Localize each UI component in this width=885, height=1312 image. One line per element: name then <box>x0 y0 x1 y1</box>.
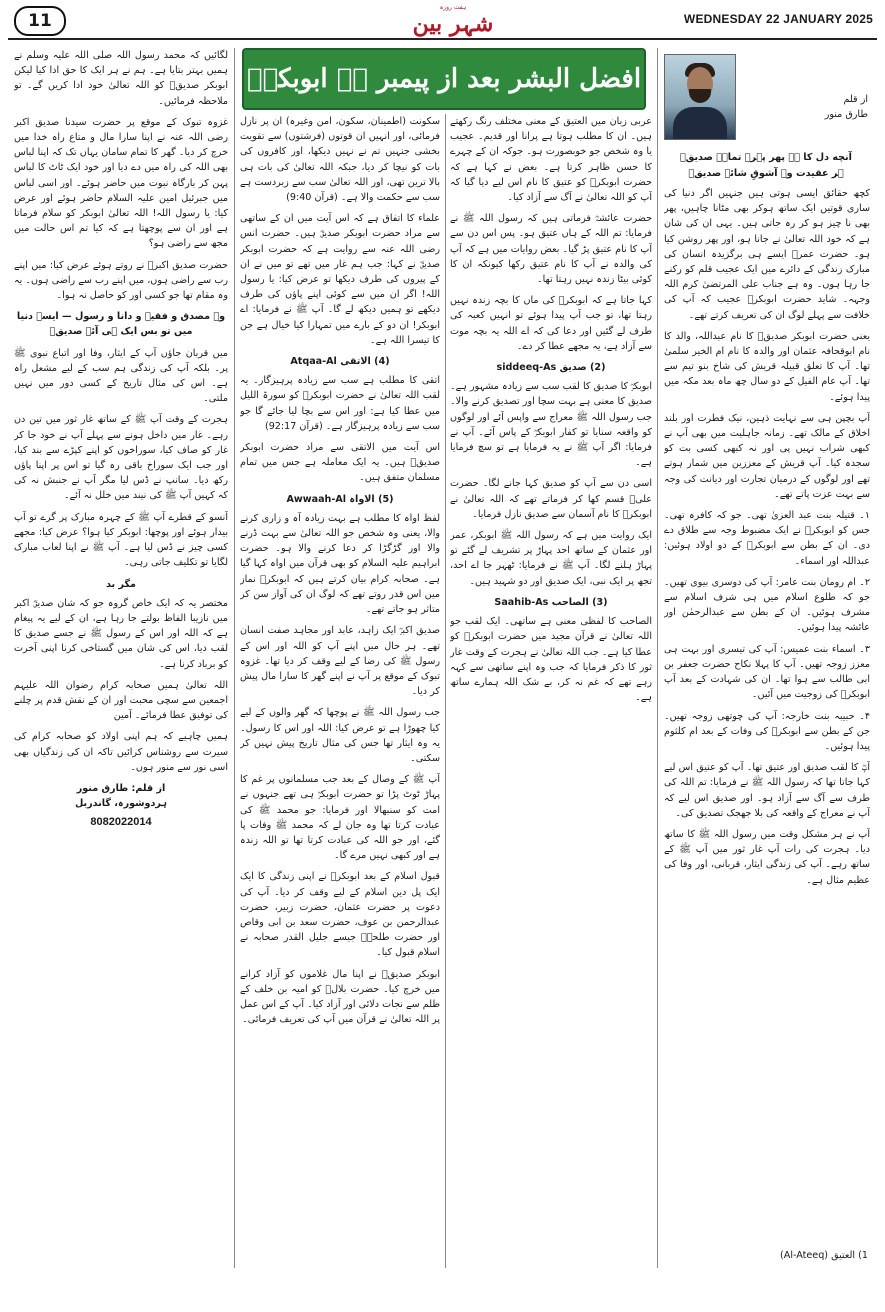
closing-place: ہردوشورہ، گاندربل <box>74 798 168 810</box>
paragraph: عربی زبان میں العتیق کے معنی مختلف رنگ رکھتے ہیں۔ ان کا مطلب ہوتا ہے پرانا اور قدیم۔ عجیب یا وہ شخص جو خوبصورت ہو۔ جوکہ ان کے چہرے کا حسن ظاہر کرتا ہے۔ بعض نے کہا ہے کہ حضرت ابوبکرؓ کو عتیق کا نام اس لیے دیا گیا کہ آپ کو اللہ تعالیٰ نے آگ سے آزاد کیا۔ <box>450 116 652 204</box>
issue-date: WEDNESDAY 22 JANUARY 2025 <box>683 12 873 26</box>
section-heading-saahib: (3) الصاحب Saahib-As <box>494 596 608 608</box>
section-heading-al-ateeq: 1) العتیق (Al-Ateeq) <box>780 1250 868 1261</box>
paragraph: قبول اسلام کے بعد ابوبکرؓ نے اپنی زندگی کا ایک ایک پل دین اسلام کے لیے وقف کر دیا۔ آپ کی دعوت پر حضرت عثمان، حضرت زبیر، حضرت عبدالرحمن بن عوف، حضرت سعد بن ابی وقاص اور حضرت طلحہؓ جیسے جلیل القدر صحابہ نے اسلام قبول کیا۔ <box>240 871 440 959</box>
paragraph: سکونت (اطمینان، سکون، امن وغیرہ) ان پر نازل فرمائی، اور انہیں ان قوتوں (فرشتوں) سے تقویت بخشی جنہیں تم نے نہیں دیکھا، اور کافروں کی بات کو نیچا کر دیا، جبکہ اللہ تعالیٰ کی بات ہی بالا ترین تھی، اور اللہ تعالیٰ سب سے زبردست ہے سب سے حکمت والا ہے۔ (قرآن 9:40) <box>240 116 440 204</box>
paragraph: حضرت صدیق اکبرؓ نے روتے ہوئے عرض کیا: میں اپنے رب سے راضی ہوں، میں اپنے رب سے راضی ہوں۔ یہ وہ مقام تھا جو کسی اور کو حاصل نہ ہوا۔ <box>14 259 228 302</box>
column-1 <box>664 186 870 1246</box>
paragraph: حضرت عائشہؓ فرماتی ہیں کہ رسول اللہ ﷺ نے فرمایا: تم اللہ کے ہاں عتیق ہو۔ پس اس دن سے آپ کا نام عتیق پڑ گیا۔ بعض روایات میں ہے کہ آپ کی والدہ نے آپ کا نام عتیق رکھا کیونکہ ان کا کوئی بیٹا زندہ نہیں رہتا تھا۔ <box>450 213 652 286</box>
paragraph: ۳۔ اسماء بنت عمیس: آپ کی تیسری اور بہت ہی معزز زوجہ تھیں۔ آپ کا پہلا نکاح حضرت جعفر بن ابی طالب سے ہوا تھا۔ ان کی شہادت کے بعد آپ ابوبکرؓ کی زوجیت میں آئیں۔ <box>664 643 870 701</box>
paragraph: صدیق اکبرؓ ایک زاہد، عابد اور مجاہد صفت انسان تھے۔ ہر حال میں اپنے آپ کو اللہ اور اس کے رسول ﷺ کی رضا کے لیے وقف کر دیا تھا۔ غزوہ تبوک کے موقع پر آپ نے اپنے گھر کا سارا مال پیش کر دیا۔ <box>240 625 440 698</box>
paragraph: ابوبکرؓ کا صدیق کا لقب سب سے زیادہ مشہور ہے۔ صدیق کا معنی ہے بہت سچا اور تصدیق کرنے والا۔ جب رسول اللہ ﷺ معراج سے واپس آئے اور لوگوں کو واقعہ سنایا تو کفار ابوبکرؓ کے پاس آئے۔ آپ نے فرمایا: اگر آپ ﷺ نے یہ فرمایا ہے تو سچ فرمایا ہے۔ <box>450 381 652 469</box>
paragraph: ہمیں چاہیے کہ ہم اپنی اولاد کو صحابہ کرام کی سیرت سے روشناس کرائیں تاکہ ان کی زندگیاں بھی اسی نور سے منور ہوں۔ <box>14 731 228 773</box>
paragraph: ایک روایت میں ہے کہ رسول اللہ ﷺ ابوبکر، عمر اور عثمان کے ساتھ احد پہاڑ پر تشریف لے گئے تو پہاڑ ہلنے لگا۔ آپ ﷺ نے فرمایا: ٹھہر جا اے احد، تجھ پر ایک نبی، ایک صدیق اور دو شہید ہیں۔ <box>450 530 652 587</box>
section-heading-atqaa: (4) الاتقی Atqaa-Al <box>290 356 390 368</box>
byline <box>738 92 868 122</box>
paragraph: آپ ﷺ کے وصال کے بعد جب مسلمانوں پر غم کا پہاڑ ٹوٹ پڑا تو حضرت ابوبکرؓ ہی تھے جنہوں نے امت کو سنبھالا اور فرمایا: جو محمد ﷺ کی عبادت کرتا تھا وہ جان لے کہ محمد ﷺ وفات پا گئے، اور جو اللہ کی عبادت کرتا تھا تو اللہ زندہ ہے اور کبھی نہیں مرے گا۔ <box>240 774 440 862</box>
column-divider <box>445 114 446 1268</box>
couplet-line-1: آنچه دل کا ہے پھر پہرہ تماہے صدیقؓ <box>680 152 852 163</box>
verse: وہ مصدق و فقیہ و دانا و رسول — ایسے دنیا میں تو بس ایک ہی آئے صدیقؓ <box>16 311 226 338</box>
closing-author: از قلم: طارق منور <box>76 782 166 794</box>
page-header <box>8 4 877 40</box>
paragraph: میں قربان جاؤں آپ کے ایثار، وفا اور اتباع نبوی ﷺ پر۔ بلکہ آپ کی زندگی ہم سب کے لیے مشعل راہ ہے۔ اس کی مثال تاریخ کے کسی دور میں نہیں ملتی۔ <box>14 347 228 405</box>
paragraph: لفظ اواہ کا مطلب ہے بہت زیادہ آہ و زاری کرنے والا، یعنی وہ شخص جو اللہ تعالیٰ سے بہت ڈرنے والا اور گڑگڑا کر دعا کرنے والا ہو۔ حضرت ابراہیم علیہ السلام کو بھی قرآن میں اواہ کہا گیا ہے۔ صحابہ کرام بیان کرتے ہیں کہ ابوبکرؓ نماز میں اس قدر روتے تھے کہ لوگ ان کی آواز سن کر متاثر ہو جاتے تھے۔ <box>240 512 440 616</box>
closing-phone: 8082022014 <box>90 816 152 829</box>
paragraph: مختصر یہ کہ ایک خاص گروہ جو کہ شان صدیقؓ اکبر میں نازیبا الفاظ بولتے جا رہا ہے، ان کے لیے یہ پیغام ہے کہ اللہ اور اس کے رسول ﷺ نے جسے صدیق کا لقب دیا، اس کی شان میں گستاخی کرنا اپنی آخرت کو برباد کرنا ہے۔ <box>14 597 228 670</box>
paragraph: غزوہ تبوک کے موقع پر حضرت سیدنا صدیق اکبر رضی اللہ عنہ نے اپنا سارا مال و متاع راہ خدا میں خرچ کر دیا۔ گھر کا تمام سامان یہاں تک کہ اپنا لباس بھی اللہ کی راہ میں دے دیا اور خود ایک ٹاٹ کا لباس پہن کر بارگاہ نبوت میں حاضر ہوئے۔ اور اسی لباس میں جبرئیل امین علیہ السلام حاضر ہوئے اور عرض کیا: یا رسول اللہ! اللہ تعالیٰ ابوبکر کو سلام فرماتا ہے اور ان سے پوچھتا ہے کہ کیا تم اس حالت میں مجھ سے راضی ہو؟ <box>14 116 228 250</box>
paragraph: ۴۔ حبیبہ بنت خارجہ: آپ کی چوتھی زوجہ تھیں۔ جن کے بطن سے ابوبکرؓ کی وفات کے بعد ام کلثوم پیدا ہوئیں۔ <box>664 710 870 752</box>
paragraph: اتقی کا مطلب ہے سب سے زیادہ پرہیزگار۔ یہ لقب اللہ تعالیٰ نے حضرت ابوبکرؓ کو سورۃ اللیل میں عطا کیا ہے: اور اس سے بچا لیا جائے گا جو سب سے زیادہ پرہیزگار ہے۔ (قرآن 92:17) <box>240 375 440 432</box>
paragraph: آپؓ کا لقب صدیق اور عتیق تھا۔ آپ کو عتیق اس لیے کہا جاتا تھا کہ رسول اللہ ﷺ نے فرمایا: تم اللہ کی طرف سے آگ سے آزاد ہو۔ اور صدیق اس لیے کہ آپ نے معراج کے واقعہ کی بلا جھجک تصدیق کی۔ <box>664 762 870 819</box>
paragraph: کہا جاتا ہے کہ ابوبکرؓ کی ماں کا بچہ زندہ نہیں رہتا تھا، تو جب آپ پیدا ہوئے تو انہیں کعبہ کی طرف لے گئیں اور دعا کی کہ اے اللہ یہ بچہ موت سے آزاد ہے، یہ مجھے عطا کر دے۔ <box>450 295 652 352</box>
paragraph: آپ بچپن ہی سے نہایت ذہین، نیک فطرت اور بلند اخلاق کے مالک تھے۔ زمانہ جاہلیت میں بھی آپ نے کبھی شراب نہیں پی اور نہ کبھی کسی بت کو سجدہ کیا۔ آپ قریش کے معززین میں شمار ہوتے تھے اور لوگوں کے درمیان تجارت اور دیانت کی وجہ سے بہت عزت پاتے تھے۔ <box>664 412 870 500</box>
paragraph: اللہ تعالیٰ ہمیں صحابہ کرام رضوان اللہ علیہم اجمعین سے سچی محبت اور ان کے نقش قدم پر چلنے کی توفیق عطا فرمائے۔ آمین <box>14 679 228 722</box>
paragraph: ۱۔ قتیلہ بنت عبد العزیٰ تھی۔ جو کہ کافرہ تھی۔ جس کو ابوبکرؓ نے ایک مضبوط وجہ سے طلاق دے دی۔ ان کے بطن سے ابوبکرؓ کے دو اولاد ہوئیں: عبداللہ اور اسماء۔ <box>664 510 870 567</box>
paragraph: اس آیت میں الاتقی سے مراد حضرت ابوبکر صدیقؓ ہیں۔ یہ ایک معاملہ ہے جس میں تمام مسلمان متفق ہیں۔ <box>240 442 440 484</box>
section-heading-siddeeq: (2) صدیق siddeeq-As <box>496 362 606 374</box>
paragraph: اسی دن سے آپ کو صدیق کہا جانے لگا۔ حضرت علیؓ قسم کھا کر فرماتے تھے کہ اللہ تعالیٰ نے ابوبکرؓ کا نام آسمان سے صدیق نازل فرمایا۔ <box>450 478 652 520</box>
column-3 <box>240 114 440 1294</box>
paragraph: لگائیں کہ محمد رسول اللہ صلی اللہ علیہ وسلم نے ہمیں بہتر بتایا ہے۔ ہم نے ہر ایک کا حق ادا کیا لیکن ابوبکر صدیقؓ کو اللہ تعالیٰ خود ادا کریں گے۔ تو ملاحظہ فرمائیں۔ <box>14 50 228 107</box>
column-divider <box>657 48 658 1268</box>
paragraph: ابوبکر صدیقؓ نے اپنا مال غلاموں کو آزاد کرانے میں خرچ کیا۔ حضرت بلالؓ کو امیہ بن خلف کے ظلم سے نجات دلائی اور آزاد کیا۔ آپ کے اس عمل پر اللہ تعالیٰ نے قرآن میں آپ کی تعریف فرمائی۔ <box>240 968 440 1026</box>
paragraph: جب رسول اللہ ﷺ نے پوچھا کہ گھر والوں کے لیے کیا چھوڑا ہے تو عرض کیا: اللہ اور اس کا رسول۔ یہ وہ ایثار تھا جس کی مثال تاریخ پیش نہیں کر سکتی۔ <box>240 707 440 764</box>
masthead <box>388 4 518 36</box>
paragraph: ۲۔ ام رومان بنت عامر: آپ کی دوسری بیوی تھیں۔ جو کہ طلوع اسلام میں ہی شرف اسلام سے مشرف ہوئیں۔ ان کے بطن سے عبدالرحمٰن اور عائشہ پیدا ہوئیں۔ <box>664 576 870 634</box>
page-number: 11 <box>14 6 66 36</box>
author-photo <box>664 54 736 140</box>
paragraph: علماء کا اتفاق ہے کہ اس آیت میں ان کے ساتھی سے مراد حضرت ابوبکر صدیقؓ ہیں۔ حضرت انس رضی اللہ عنہ سے روایت ہے کہ حضرت ابوبکر صدیقؓ نے کہا: جب ہم غار میں تھے تو میں نے ان کے پیروں کی طرف دیکھا تو عرض کیا: یا رسول اللہ! اگر ان میں سے کوئی اپنے پاؤں کی طرف دیکھے تو ہمیں دیکھ لے گا۔ آپ ﷺ نے فرمایا: اے ابوبکر! ان دو کے بارے میں تمہارا کیا خیال ہے جن کا تیسرا اللہ ہے۔ <box>240 213 440 346</box>
article-title: افضل البشر بعد از پیمبر ہے ابوبکرؓ <box>242 48 646 110</box>
paragraph: کچھ حقائق ایسی ہوتی ہیں جنہیں اگر دنیا کی ساری قوتیں ایک ساتھ ہوکر بھی مٹانا چاہیں، پھر بھی نا چیز ہو کر رہ جاتی ہیں۔ یہی ان کی شان ہے کہ خود اللہ تعالیٰ نے جانا ہو، اور پھر روشن کیا ہو۔ حضرت عمرؓ ایسے ہی برگزیدہ انسان کی مبارک زندگی کے دائرے میں ایک عجیب قلم کو رکنے جا رہا ہوں۔ وہ ہے جناب علی المرتضیٰ کرم اللہ وجہہ۔ شاید حضرت ابوبکرؓ عجیب کہ آپ کی خلافت سے پہلے لوگ ان کی تعریف کرتے تھے۔ <box>664 188 870 321</box>
paragraph: یعنی حضرت ابوبکر صدیقؓ کا نام عبداللہ، والد کا نام ابوقحافہ عثمان اور والدہ کا نام ام الخیر سلمیٰ تھا۔ آپ کا تعلق قبیلہ قریش کی شاخ بنو تیم سے تھا۔ آپ عام الفیل کے دو سال چھ ماہ بعد مکہ میں پیدا ہوئے۔ <box>664 330 870 403</box>
paragraph: ہجرت کے وقت آپ ﷺ کے ساتھ غار ثور میں تین دن رہے۔ غار میں داخل ہونے سے پہلے آپ نے خود جا کر غار کو صاف کیا، سوراخوں کو اپنے کپڑے سے بند کیا، اور جب ایک سوراخ باقی رہ گیا تو اس پر اپنا پاؤں رکھ دیا۔ سانپ نے ڈس لیا مگر آپ نے جنبش نہ کی کہ کہیں آپ ﷺ کی نیند میں خلل نہ آئے۔ <box>14 414 228 502</box>
divider-label: مگر بد <box>106 578 136 590</box>
column-2 <box>450 114 652 1294</box>
column-4 <box>14 48 228 1298</box>
opening-couplet <box>664 150 868 182</box>
author-name: طارق منور <box>824 109 868 120</box>
paragraph: آنسو کے قطرے آپ ﷺ کے چہرہ مبارک پر گرے تو آپ بیدار ہوئے اور پوچھا: ابوبکر کیا ہوا؟ عرض کیا: مجھے کسی چیز نے ڈس لیا ہے۔ آپ ﷺ نے اپنا لعاب مبارک لگایا تو تکلیف جاتی رہی۔ <box>14 511 228 569</box>
couplet-line-2: ہر عقیدت وہ آشوقِ شائے صدیقؓ <box>688 168 844 179</box>
masthead-tagline: ہفت روزہ <box>439 4 467 11</box>
masthead-name: شہر بین <box>412 11 494 37</box>
section-heading-awwaah: (5) الاواہ Awwaah-Al <box>286 493 394 505</box>
paragraph: آپ نے ہر مشکل وقت میں رسول اللہ ﷺ کا ساتھ دیا۔ ہجرت کی رات آپ غار ثور میں آپ ﷺ کے ساتھ رہے۔ آپ کی زندگی ایثار، قربانی، اور وفا کی عظیم مثال ہے۔ <box>664 828 870 886</box>
paragraph: الصاحب کا لفظی معنی ہے ساتھی۔ ایک لقب جو اللہ تعالیٰ نے قرآن مجید میں حضرت ابوبکرؓ کو عطا کیا ہے۔ جب اللہ تعالیٰ نے ہجرت کے وقت غار ثور کا ذکر فرمایا کہ جب وہ اپنے ساتھی سے کہہ رہے تھے کہ غم نہ کر، بے شک اللہ ہمارے ساتھ ہے۔ <box>450 616 652 704</box>
author-prefix: از قلم <box>843 94 868 105</box>
column-divider <box>234 48 235 1268</box>
